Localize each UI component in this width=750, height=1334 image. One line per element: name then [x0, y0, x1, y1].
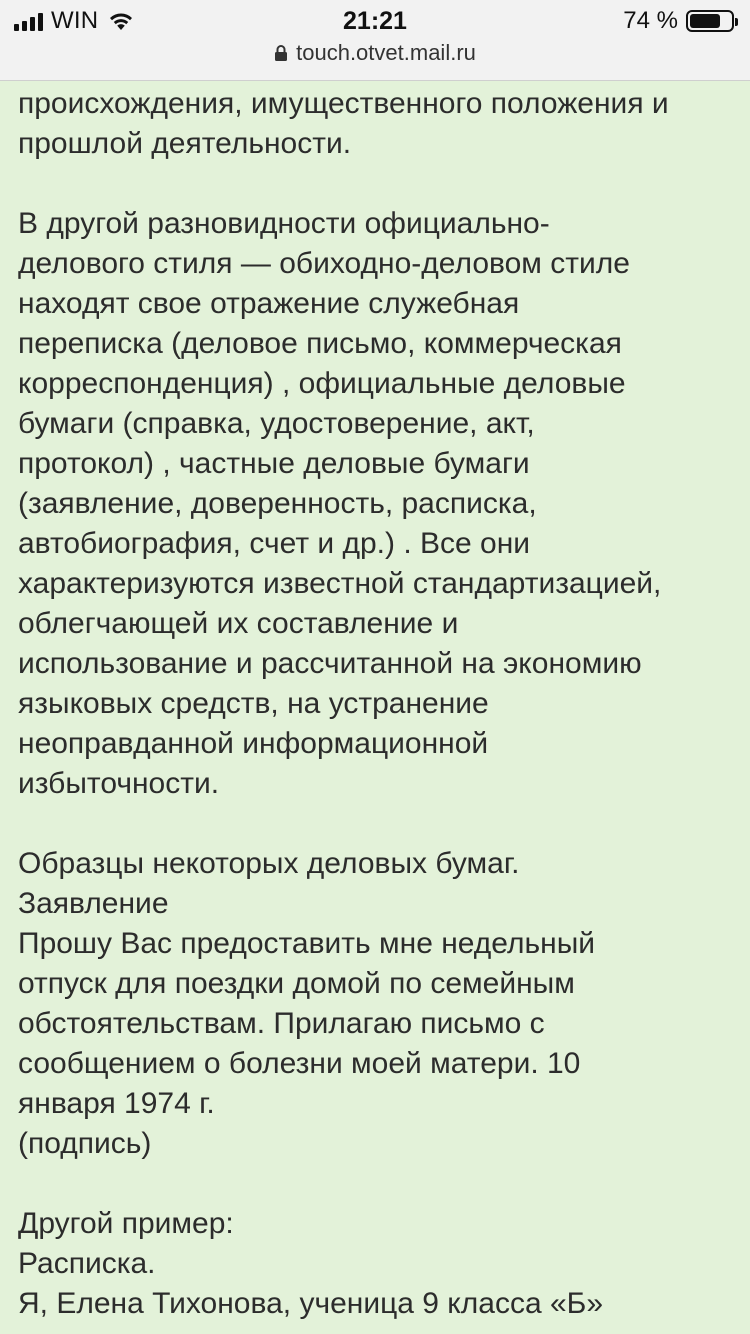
text-line: прошлой деятельности. [18, 127, 352, 160]
battery-percent: 74 % [623, 7, 678, 34]
text-line: Расписка. [18, 1247, 156, 1280]
text-line: неоправданной информационной [18, 727, 489, 760]
text-line: происхождения, имущественного положения и [18, 87, 669, 120]
text-line: В другой разновидности официально- [18, 207, 550, 240]
clock: 21:21 [343, 7, 407, 35]
text-line: Прошу Вас предоставить мне недельный [18, 927, 596, 960]
paragraph-intro-tail [18, 84, 736, 164]
paragraph-official-style [18, 204, 736, 804]
text-line: (подпись) [18, 1127, 152, 1160]
carrier-name: WIN [51, 7, 99, 34]
text-line: переписка (деловое письмо, коммерческая [18, 327, 622, 360]
text-line: избыточности. [18, 767, 220, 800]
battery-fill [690, 14, 720, 28]
answer-text [18, 84, 736, 1324]
paragraph-receipt-sample [18, 1204, 736, 1324]
paragraph-gap [18, 1164, 736, 1204]
text-line: языковых средств, на устранение [18, 687, 489, 720]
text-line: января 1974 г. [18, 1087, 215, 1120]
text-line: облегчающей их составление и [18, 607, 459, 640]
battery-icon [686, 10, 734, 32]
text-line: корреспонденция) , официальные деловые [18, 367, 626, 400]
status-right [623, 9, 734, 33]
paragraph-gap [18, 804, 736, 844]
text-line: отпуск для поездки домой по семейным [18, 967, 575, 1000]
text-line: бумаги (справка, удостоверение, акт, [18, 407, 535, 440]
text-line: сообщением о болезни моей матери. 10 [18, 1047, 581, 1080]
text-line: Другой пример: [18, 1207, 234, 1240]
text-line: Образцы некоторых деловых бумаг. [18, 847, 520, 880]
text-line: протокол) , частные деловые бумаги [18, 447, 530, 480]
text-line: (заявление, доверенность, расписка, [18, 487, 537, 520]
text-line: характеризуются известной стандартизацией, [18, 567, 662, 600]
text-line: делового стиля — обиходно-деловом стиле [18, 247, 630, 280]
address-bar[interactable] [0, 40, 750, 66]
url-text: touch.otvet.mail.ru [296, 40, 476, 65]
paragraph-application-sample [18, 844, 736, 1164]
text-line: находят свое отражение служебная [18, 287, 520, 320]
text-line: использование и рассчитанной на экономию [18, 647, 642, 680]
text-line: автобиография, счет и др.) . Все они [18, 527, 531, 560]
lock-icon [274, 44, 288, 62]
text-line: Заявление [18, 887, 169, 920]
text-line: обстоятельствам. Прилагаю письмо с [18, 1007, 545, 1040]
text-line: Я, Елена Тихонова, ученица 9 класса «Б» [18, 1287, 604, 1320]
paragraph-gap [18, 164, 736, 204]
status-bar [0, 0, 750, 81]
